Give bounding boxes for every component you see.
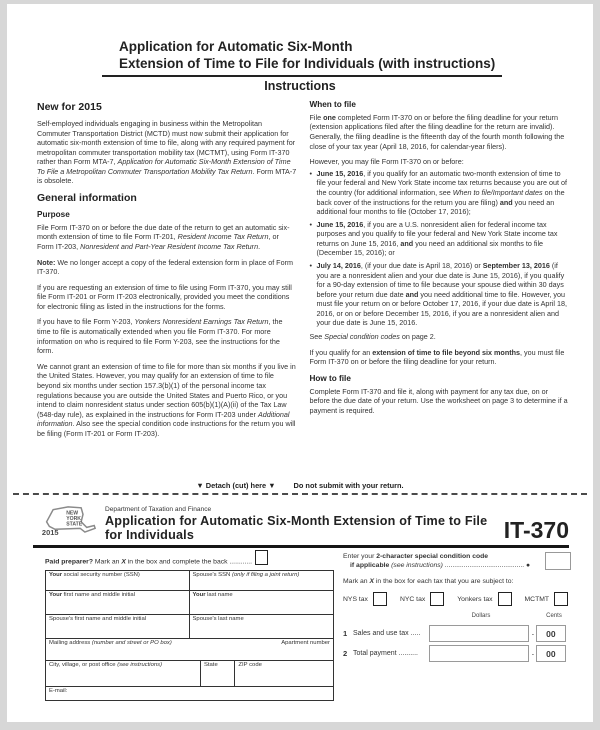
paragraph-new-2015: Self-employed individuals engaging in business within the Metropolitan Commuter Transportation District (MCTD) must now submit their application for automatic six-month extension of time to file, along with any required payment for metropolitan commuter transportation mobility tax (MCTMT), using Form IT-370 rather than Form MTA-7, Application for Automatic Six-Month Extension of Time To File a Metropolitan Commuter Transportation Mobility Tax Return. Form MTA-7 is obsolete.: [37, 118, 297, 186]
first-name-field[interactable]: [46, 591, 190, 614]
tax-checkbox-row: [343, 592, 571, 606]
yonkers-tax-checkbox[interactable]: [498, 592, 512, 606]
agency-name: Department of Taxation and Finance: [105, 506, 212, 513]
sales-use-tax-cents[interactable]: 00: [536, 625, 566, 642]
detach-instruction: [7, 481, 593, 490]
nys-tax-item: [343, 592, 387, 606]
last-name-field[interactable]: [190, 591, 334, 614]
paid-preparer-label: Paid preparer? Mark an X in the box and complete the back ............: [45, 558, 253, 566]
dollars-header: Dollars: [471, 613, 491, 620]
when-to-file-heading: When to file: [309, 100, 356, 109]
when-bullet-1: [310, 169, 570, 217]
email-field[interactable]: [46, 687, 333, 700]
paragraph-purpose-note: Note: We no longer accept a copy of the federal extension form in place of Form IT-370.: [37, 257, 293, 277]
sales-use-tax-label: Sales and use tax .....: [353, 630, 421, 638]
when-bullet-3-text: July 14, 2016, (if your due date is April 18, 2016) or September 13, 2016 (if you are a nonresident alien and your due date is June 15, 2016), if you qualify for a 90-day extension of time to file because your spouse died within 30 days before your return due date and you need additional time to file. However, you must file your return on or before October 17, 2016, if your due date is April 18, 2016, or on or before December 15, 2016, if you are a nonresident alien and your due date is June 15, 2016.: [316, 261, 568, 328]
mctmt-label: MCTMT: [524, 595, 550, 603]
total-payment-row: [343, 645, 571, 662]
mailing-address-field[interactable]: [46, 639, 333, 660]
table-row: [46, 571, 333, 591]
form-number: IT-370: [503, 517, 569, 543]
new-for-2015-heading: New for 2015: [37, 101, 102, 113]
nys-tax-checkbox[interactable]: [373, 592, 387, 606]
paragraph-purpose-4: If you have to file Form Y-203, Yonkers Nonresident Earnings Tax Return, the time to file is automatically extended when you file Form IT-370. For more information on who is required to file Form Y-203, see the instructions for the form.: [37, 317, 283, 356]
svg-text:YORK: YORK: [66, 515, 82, 522]
spouse-ssn-label: Spouse's SSN (only if filing a joint return): [192, 572, 300, 578]
mark-x-instruction: Mark an X in the box for each tax that you are subject to:: [343, 578, 514, 586]
detach-note: Do not submit with your return.: [293, 481, 404, 490]
cents-header: Cents: [546, 613, 562, 620]
sales-use-tax-input[interactable]: [429, 625, 529, 642]
zip-label: ZIP code: [238, 662, 262, 668]
bullet-icon: •: [309, 168, 313, 178]
zip-field[interactable]: [235, 661, 333, 686]
paragraph-when-4: If you qualify for an extension of time to file beyond six months, you must file Form IT-370 on or before the filing deadline for your return.: [309, 347, 565, 367]
bullet-icon: •: [309, 219, 313, 229]
bullet-icon: •: [309, 261, 313, 270]
sales-use-tax-row: [343, 625, 571, 642]
document-page: [7, 4, 593, 722]
first-name-label: Your first name and middle initial: [49, 592, 135, 598]
form-right-column: [343, 552, 571, 662]
taxpayer-info-table: [45, 570, 334, 701]
state-label: State: [203, 662, 218, 668]
special-condition-code-line1: Enter your 2-character special condition code: [343, 553, 489, 560]
mailing-address-label: Mailing address (number and street or PO box): [49, 640, 172, 646]
yonkers-tax-label: Yonkers tax: [457, 595, 493, 603]
svg-text:STATE: STATE: [66, 521, 83, 528]
special-condition-code-input[interactable]: [545, 552, 571, 570]
instructions-columns: [7, 93, 593, 445]
spouse-ssn-field[interactable]: [190, 571, 334, 590]
spouse-last-name-label: Spouse's last name: [192, 616, 244, 622]
document-title-line2: Extension of Time to File for Individuals (with instructions): [119, 56, 496, 71]
special-condition-code-row: [343, 552, 571, 570]
nys-tax-label: NYS tax: [343, 595, 368, 603]
svg-text:2015: 2015: [41, 527, 59, 537]
total-payment-label: Total payment ..........: [353, 650, 418, 658]
city-label: City, village, or post office (see instructions): [49, 662, 163, 668]
paragraph-purpose-3: If you are requesting an extension of time to file using Form IT-370, you may still file Form IT-201 or Form IT-203 electronically, provided you meet the conditions for electronic filing as listed in the instructions for the forms.: [37, 282, 292, 311]
state-field[interactable]: [201, 661, 235, 686]
form-header-band: [7, 495, 593, 542]
amount-column-headers: [343, 613, 571, 622]
spouse-first-name-label: Spouse's first name and middle initial: [49, 616, 147, 622]
table-row: [46, 639, 333, 661]
detach-cut-label: ▼ Detach (cut) here ▼: [196, 481, 276, 490]
mctmt-checkbox[interactable]: [554, 592, 568, 606]
total-payment-input[interactable]: [429, 645, 529, 662]
special-condition-code-line2: if applicable (see instructions) .......................................... ●: [350, 562, 531, 570]
yonkers-tax-item: [457, 592, 511, 606]
table-row: [46, 661, 333, 687]
when-bullet-3: [310, 261, 570, 328]
how-to-file-heading: How to file: [309, 373, 351, 383]
decimal-point: .: [532, 630, 534, 638]
general-information-heading: General information: [37, 192, 137, 204]
table-row: [46, 591, 333, 615]
total-payment-cents[interactable]: 00: [536, 645, 566, 662]
when-bullet-2-text: June 15, 2016, if you are a U.S. nonresident alien for federal income tax purposes and you qualify to file your federal and New York State income tax returns on June 15, 2016, and you need an additional six months to file (December 15, 2016); or: [316, 219, 558, 258]
nyc-tax-item: [400, 592, 444, 606]
ssn-field[interactable]: [46, 571, 190, 590]
special-condition-code-text: [343, 552, 542, 570]
email-label: E-mail:: [49, 688, 68, 694]
new-york-state-outline-icon: [41, 501, 97, 537]
when-bullet-1-text: June 15, 2016, if you qualify for an automatic two-month extension of time to file your federal and New York State income tax returns because you are out of the country (for additional information, see When to file/Important dates on the back cover of the instructions for the return you are filing) and you need an additional four months to file (October 17, 2016);: [316, 168, 568, 217]
mctmt-item: [525, 592, 569, 606]
form-header-text: [105, 506, 498, 542]
instructions-left-column: [37, 98, 297, 445]
decimal-point: .: [532, 650, 534, 658]
instructions-heading: Instructions: [264, 79, 336, 93]
paragraph-when-2: However, you may file Form IT-370 on or before:: [309, 157, 464, 167]
form-body: [7, 548, 593, 713]
nyc-tax-label: NYC tax: [399, 595, 426, 603]
table-row: [46, 615, 333, 639]
paid-preparer-checkbox[interactable]: [255, 550, 268, 565]
purpose-heading: Purpose: [37, 209, 70, 219]
svg-text:NEW: NEW: [66, 510, 79, 517]
spouse-first-name-field[interactable]: [46, 615, 190, 638]
last-name-label: Your last name: [192, 592, 233, 598]
nyc-tax-checkbox[interactable]: [430, 592, 444, 606]
paragraph-purpose-1: File Form IT-370 on or before the due date of the return to get an automatic six-month extension of time to file Form IT-201, Resident Income Tax Return, or Form IT-203, Nonresident and Part-Year Resident Income Tax Return.: [37, 222, 290, 252]
instructions-right-column: [310, 98, 570, 445]
title-divider: [102, 75, 502, 77]
document-title-line1: Application for Automatic Six-Month: [119, 39, 353, 54]
paragraph-when-3: See Special condition codes on page 2.: [309, 332, 436, 342]
paragraph-how-1: Complete Form IT-370 and file it, along with payment for any tax due, on or before the due date of your return. Use the worksheet on page 3 to determine if a payment is required.: [309, 386, 568, 415]
document-title: [119, 38, 519, 72]
nys-logo: [41, 501, 97, 542]
paid-preparer-row: [45, 554, 268, 569]
line-number: 2: [343, 649, 348, 659]
paragraph-when-1: File one completed Form IT-370 on or before the filing deadline for your return (extension applications filed after the filing deadline for the return are invalid). Generally, the filing deadline is the fifteenth day of the fourth month following the close of your tax year (April 18, 2016, for calendar-year filers).: [309, 112, 565, 151]
ssn-label: Your social security number (SSN): [49, 572, 140, 578]
apartment-number-label: Apartment number: [281, 640, 330, 646]
paragraph-purpose-5: We cannot grant an extension of time to file for more than six months if you live in the United States. However, you may qualify for an extension of time to file beyond six months under section 157.3(b)(1) of the personal income tax regulations because you are outside the United States and Puerto Rico, or you intend to claim nonresident status under section 605(b)(1)(A)(ii) of the Tax Law (548-day rule), as explained in the instructions for Form IT-203 under Additional information. Also see the special condition code instructions for the return you will be filing (Form IT-201 or Form IT-203).: [37, 361, 296, 438]
line-number: 1: [343, 629, 348, 639]
spouse-last-name-field[interactable]: [190, 615, 334, 638]
when-bullet-2: [310, 220, 570, 258]
form-title: Application for Automatic Six-Month Extension of Time to File for Individuals: [105, 514, 488, 542]
table-row: [46, 687, 333, 700]
city-field[interactable]: [46, 661, 201, 686]
